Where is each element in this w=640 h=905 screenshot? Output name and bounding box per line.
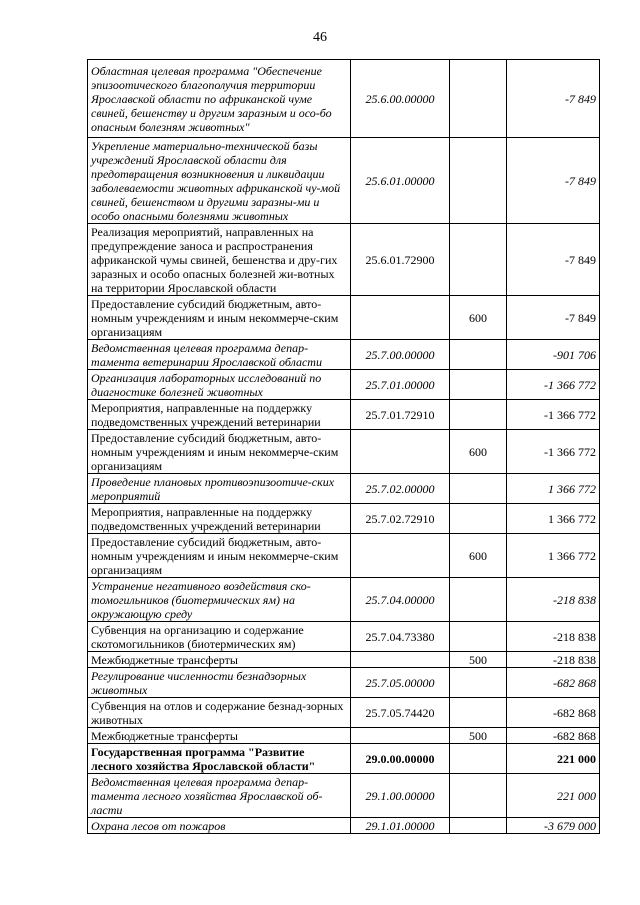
table-row xyxy=(88,340,600,370)
row-type-cell xyxy=(450,474,507,504)
row-sum-cell: -1 366 772 xyxy=(507,400,600,430)
row-name-cell: Межбюджетные трансферты xyxy=(88,652,351,668)
row-code-cell: 25.7.02.72910 xyxy=(351,504,450,534)
row-type-cell xyxy=(450,668,507,698)
row-code-cell xyxy=(351,652,450,668)
table-row xyxy=(88,622,600,652)
row-name-cell: Ведомственная целевая программа депар-тамента ветеринарии Ярославской области xyxy=(88,340,351,370)
row-type-cell xyxy=(450,60,507,138)
row-name-cell: Организация лабораторных исследований по диагностике болезней животных xyxy=(88,370,351,400)
row-name-cell: Субвенция на организацию и содержание скотомогильников (биотермических ям) xyxy=(88,622,351,652)
table-row xyxy=(88,728,600,744)
row-code-cell: 25.7.01.72910 xyxy=(351,400,450,430)
row-name-cell: Межбюджетные трансферты xyxy=(88,728,351,744)
row-sum-cell: 1 366 772 xyxy=(507,504,600,534)
row-type-cell xyxy=(450,578,507,622)
row-sum-cell: -7 849 xyxy=(507,60,600,138)
row-sum-cell: -218 838 xyxy=(507,578,600,622)
row-type-cell xyxy=(450,744,507,774)
row-type-cell: 600 xyxy=(450,296,507,340)
row-type-cell xyxy=(450,504,507,534)
row-type-cell xyxy=(450,370,507,400)
row-sum-cell: -3 679 000 xyxy=(507,818,600,834)
row-name-cell: Областная целевая программа "Обеспечение эпизоотического благополучия территории Ярославской области по африканской чуме свиней, бешенству и другим заразным и осо-бо опасным болезням животных" xyxy=(88,60,351,138)
row-name-cell: Предоставление субсидий бюджетным, авто-номным учреждениям и иным некоммерче-ским организациям xyxy=(88,430,351,474)
row-type-cell xyxy=(450,774,507,818)
row-name-cell: Предоставление субсидий бюджетным, авто-номным учреждениям и иным некоммерче-ским организациям xyxy=(88,534,351,578)
row-code-cell xyxy=(351,430,450,474)
row-type-cell xyxy=(450,138,507,224)
row-code-cell: 25.7.00.00000 xyxy=(351,340,450,370)
row-name-cell: Охрана лесов от пожаров xyxy=(88,818,351,834)
row-code-cell: 25.7.05.00000 xyxy=(351,668,450,698)
row-name-cell: Реализация мероприятий, направленных на предупреждение заноса и распространения африканской чумы свиней, бешенства и дру-гих заразных и особо опасных болезней жи-вотных на территории Ярославской области xyxy=(88,224,351,296)
row-type-cell: 600 xyxy=(450,534,507,578)
row-sum-cell: -682 868 xyxy=(507,728,600,744)
row-sum-cell: -682 868 xyxy=(507,668,600,698)
row-sum-cell: 1 366 772 xyxy=(507,534,600,578)
table-row xyxy=(88,578,600,622)
table-row xyxy=(88,668,600,698)
row-code-cell: 29.0.00.00000 xyxy=(351,744,450,774)
table-row xyxy=(88,652,600,668)
row-name-cell: Укрепление материально-технической базы учреждений Ярославской области для предотвращения возникновения и ликвидации заболеваемости животных африканской чу-мой свиней, бешенством и другими заразны-ми и особо опасными болезнями животных xyxy=(88,138,351,224)
table-row xyxy=(88,296,600,340)
table-row xyxy=(88,744,600,774)
table-row xyxy=(88,698,600,728)
row-name-cell: Мероприятия, направленные на поддержку подведомственных учреждений ветеринарии xyxy=(88,504,351,534)
row-name-cell: Мероприятия, направленные на поддержку подведомственных учреждений ветеринарии xyxy=(88,400,351,430)
row-sum-cell: 221 000 xyxy=(507,744,600,774)
table-row xyxy=(88,138,600,224)
row-name-cell: Государственная программа "Развитие лесного хозяйства Ярославской области" xyxy=(88,744,351,774)
budget-table-body xyxy=(88,60,600,834)
row-code-cell: 25.6.01.00000 xyxy=(351,138,450,224)
row-sum-cell: -1 366 772 xyxy=(507,370,600,400)
table-row xyxy=(88,534,600,578)
table-row xyxy=(88,400,600,430)
row-type-cell xyxy=(450,622,507,652)
row-sum-cell: -7 849 xyxy=(507,296,600,340)
row-sum-cell: 1 366 772 xyxy=(507,474,600,504)
row-type-cell xyxy=(450,698,507,728)
row-name-cell: Ведомственная целевая программа депар-тамента лесного хозяйства Ярославской об-ласти xyxy=(88,774,351,818)
row-type-cell xyxy=(450,340,507,370)
row-sum-cell: -7 849 xyxy=(507,224,600,296)
row-code-cell: 29.1.01.00000 xyxy=(351,818,450,834)
row-code-cell xyxy=(351,534,450,578)
row-sum-cell: 221 000 xyxy=(507,774,600,818)
table-row xyxy=(88,818,600,834)
row-sum-cell: -7 849 xyxy=(507,138,600,224)
row-name-cell: Регулирование численности безнадзорных животных xyxy=(88,668,351,698)
table-row xyxy=(88,504,600,534)
row-sum-cell: -1 366 772 xyxy=(507,430,600,474)
row-code-cell: 25.6.00.00000 xyxy=(351,60,450,138)
row-code-cell: 25.7.01.00000 xyxy=(351,370,450,400)
row-type-cell: 500 xyxy=(450,728,507,744)
row-sum-cell: -901 706 xyxy=(507,340,600,370)
table-row xyxy=(88,370,600,400)
row-name-cell: Предоставление субсидий бюджетным, авто-номным учреждениям и иным некоммерче-ским организациям xyxy=(88,296,351,340)
row-sum-cell: -682 868 xyxy=(507,698,600,728)
row-name-cell: Устранение негативного воздействия ско-томогильников (биотермических ям) на окружающую среду xyxy=(88,578,351,622)
row-code-cell: 25.7.02.00000 xyxy=(351,474,450,504)
row-sum-cell: -218 838 xyxy=(507,652,600,668)
row-sum-cell: -218 838 xyxy=(507,622,600,652)
row-code-cell xyxy=(351,728,450,744)
table-row xyxy=(88,224,600,296)
table-row xyxy=(88,430,600,474)
row-code-cell: 25.7.05.74420 xyxy=(351,698,450,728)
table-row xyxy=(88,60,600,138)
table-row xyxy=(88,774,600,818)
row-code-cell: 25.7.04.73380 xyxy=(351,622,450,652)
row-code-cell: 25.6.01.72900 xyxy=(351,224,450,296)
budget-table xyxy=(87,59,600,834)
row-type-cell: 600 xyxy=(450,430,507,474)
row-type-cell xyxy=(450,818,507,834)
table-row xyxy=(88,474,600,504)
row-type-cell: 500 xyxy=(450,652,507,668)
row-type-cell xyxy=(450,224,507,296)
row-name-cell: Субвенция на отлов и содержание безнад-зорных животных xyxy=(88,698,351,728)
row-code-cell xyxy=(351,296,450,340)
row-code-cell: 25.7.04.00000 xyxy=(351,578,450,622)
row-name-cell: Проведение плановых противоэпизоотиче-ских мероприятий xyxy=(88,474,351,504)
page-number: 46 xyxy=(313,30,327,45)
row-code-cell: 29.1.00.00000 xyxy=(351,774,450,818)
row-type-cell xyxy=(450,400,507,430)
